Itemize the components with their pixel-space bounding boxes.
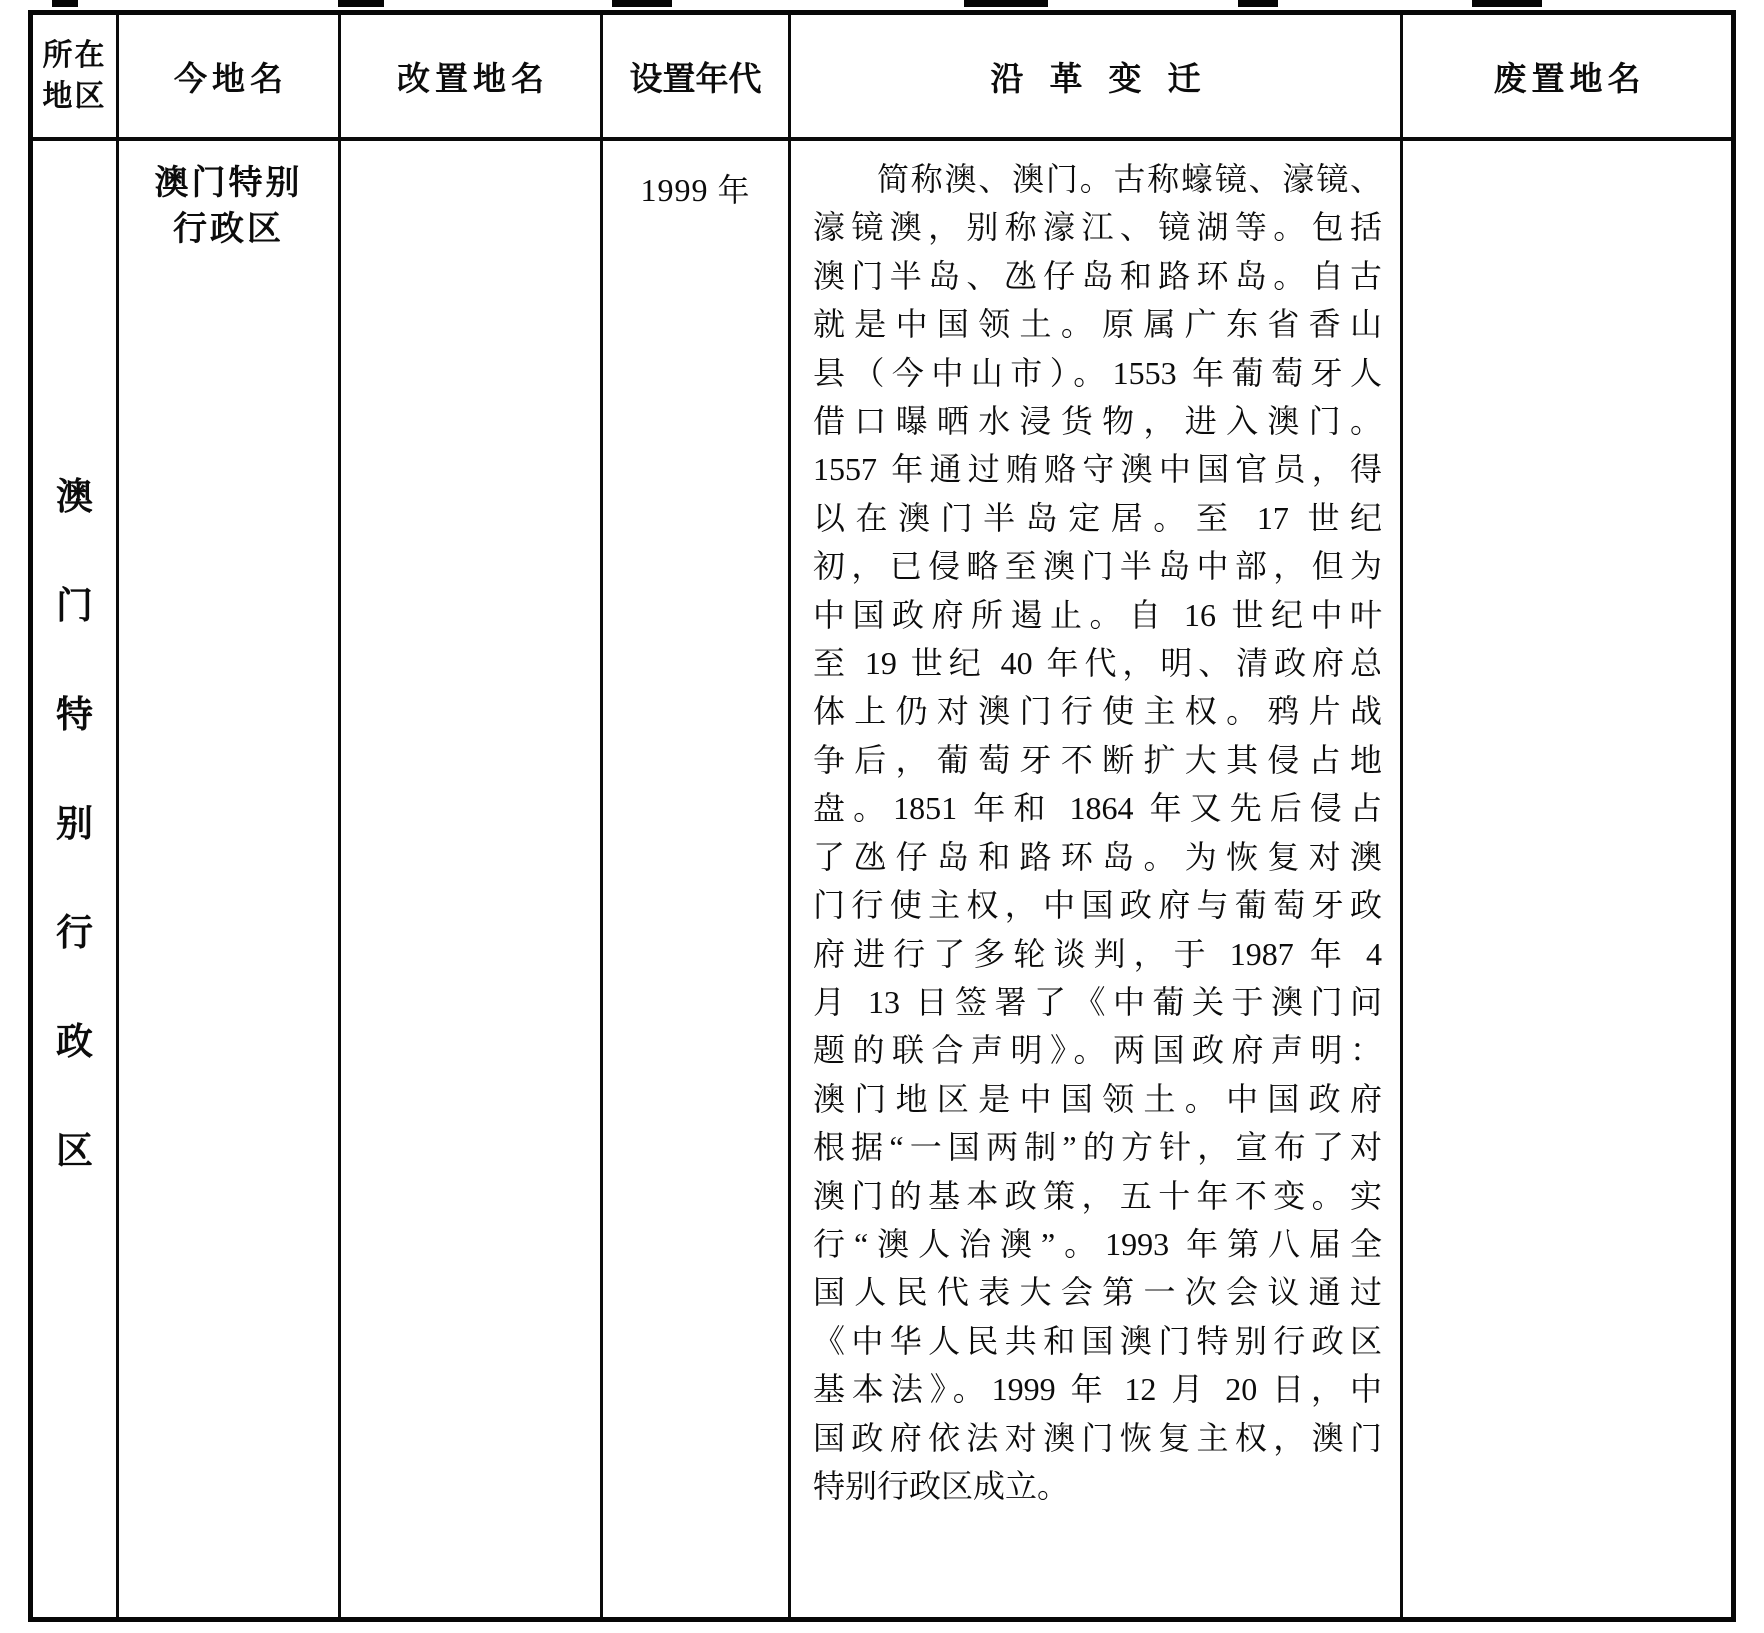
header-region-line: 地区 — [42, 80, 107, 113]
scan-artifact — [1472, 0, 1542, 7]
region-vertical-char: 特 — [56, 695, 93, 736]
evolution-text-line: 就是中国领土。原属广东省香山 — [813, 306, 1382, 343]
evolution-text-line: 题的联合声明》。两国政府声明： — [813, 1032, 1382, 1069]
evolution-text-line: 月 13 日签署了《中葡关于澳门问 — [813, 983, 1382, 1020]
today-name-cell — [119, 141, 341, 1617]
evolution-text-line: 借口曝晒水浸货物，进入澳门。 — [813, 403, 1382, 440]
scan-artifact — [1238, 0, 1278, 7]
evolution-text-line: 门行使主权，中国政府与葡萄牙政 — [813, 887, 1382, 924]
region-vertical-char: 别 — [56, 804, 93, 845]
region-vertical-char: 区 — [56, 1131, 93, 1172]
evolution-text-line: 1557 年通过贿赂守澳中国官员，得 — [813, 451, 1382, 488]
header-renamed-name — [341, 15, 603, 141]
header-abolished-name — [1403, 15, 1731, 141]
evolution-text-line: 澳门地区是中国领土。中国政府 — [813, 1080, 1382, 1117]
abolished-name-cell — [1403, 141, 1731, 1617]
established-year-value: 1999 年 — [640, 172, 751, 208]
region-vertical-char: 门 — [56, 586, 93, 627]
header-renamed-name-label: 改置地名 — [397, 61, 549, 98]
region-vertical-label — [33, 141, 119, 1617]
evolution-text-line: 简称澳、澳门。古称蠔镜、濠镜、 — [877, 161, 1382, 197]
evolution-text-line: 行“澳人治澳”。1993 年第八届全 — [813, 1225, 1382, 1262]
header-evolution-label: 沿革变迁 — [990, 61, 1227, 98]
region-vertical-char: 澳 — [56, 477, 93, 518]
established-year-cell — [603, 141, 791, 1617]
placename-table — [28, 10, 1736, 1622]
evolution-text-line: 争后，葡萄牙不断扩大其侵占地 — [813, 741, 1382, 778]
evolution-text-line: 中国政府所遏止。自 16 世纪中叶 — [813, 596, 1382, 633]
scan-artifact — [964, 0, 1048, 7]
evolution-text-line: 初，已侵略至澳门半岛中部，但为 — [813, 548, 1382, 585]
header-established-era — [603, 15, 791, 141]
scan-artifact — [338, 0, 384, 7]
header-evolution — [791, 15, 1403, 141]
header-today-name-label: 今地名 — [174, 61, 288, 98]
evolution-text-line: 国政府依法对澳门恢复主权，澳门 — [813, 1419, 1382, 1456]
evolution-text-line: 澳门的基本政策，五十年不变。实 — [813, 1177, 1382, 1214]
evolution-text-line: 濠镜澳，别称濠江、镜湖等。包括 — [813, 209, 1382, 246]
scan-artifact — [612, 0, 672, 7]
evolution-text-cell — [791, 141, 1403, 1617]
evolution-text-line: 根据“一国两制”的方针，宣布了对 — [813, 1129, 1382, 1166]
evolution-text-line: 《中华人民共和国澳门特别行政区 — [813, 1322, 1382, 1359]
evolution-text-line: 国人民代表大会第一次会议通过 — [813, 1274, 1382, 1311]
evolution-text-line: 了氹仔岛和路环岛。为恢复对澳 — [813, 838, 1382, 875]
evolution-text-line: 府进行了多轮谈判，于 1987 年 4 — [813, 935, 1382, 972]
evolution-text-line: 盘。1851 年和 1864 年又先后侵占 — [813, 790, 1382, 827]
scan-artifact — [52, 0, 78, 7]
evolution-text-line: 以在澳门半岛定居。至 17 世纪 — [813, 499, 1382, 536]
evolution-text-line: 特别行政区成立。 — [813, 1467, 1070, 1504]
header-abolished-name-label: 废置地名 — [1493, 61, 1646, 98]
evolution-text-line: 澳门半岛、氹仔岛和路环岛。自古 — [813, 257, 1382, 294]
evolution-text-line: 基本法》。1999 年 12 月 20 日，中 — [813, 1371, 1382, 1408]
region-vertical-char: 行 — [56, 913, 93, 954]
evolution-text-line: 体上仍对澳门行使主权。鸦片战 — [813, 693, 1382, 730]
evolution-text-line: 至 19 世纪 40 年代，明、清政府总 — [813, 645, 1382, 682]
region-vertical-char: 政 — [56, 1022, 93, 1063]
today-name-line: 澳门特别 — [154, 165, 303, 202]
header-region-line: 所在 — [42, 39, 107, 72]
renamed-name-cell — [341, 141, 603, 1617]
header-region-column — [33, 15, 119, 141]
header-today-name — [119, 15, 341, 141]
evolution-text-line: 县（今中山市）。1553 年葡萄牙人 — [813, 354, 1382, 391]
header-established-era-label: 设置年代 — [629, 61, 762, 98]
today-name-line: 行政区 — [173, 211, 284, 248]
